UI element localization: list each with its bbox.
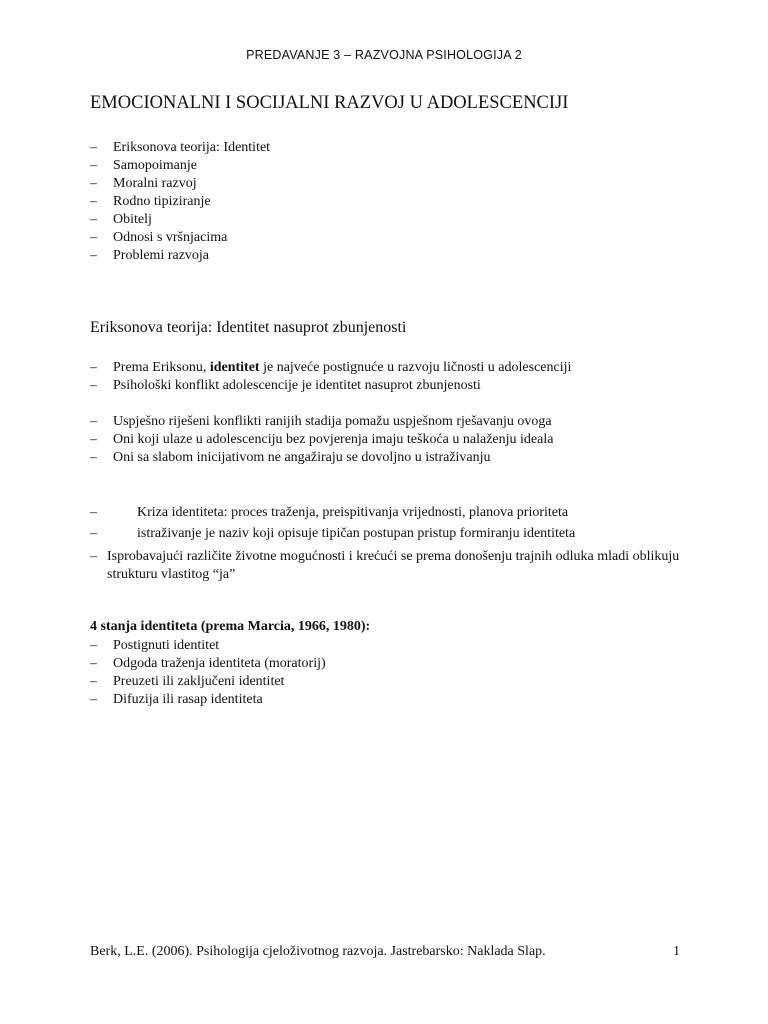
identitet-bold: identitet xyxy=(209,360,260,375)
page-number: 1 xyxy=(673,944,680,959)
list-item: – Postignuti identitet xyxy=(90,638,220,653)
list-item: – Rodno tipiziranje xyxy=(90,194,211,209)
topics-list xyxy=(90,139,270,265)
list-item: – Obitelj xyxy=(90,212,152,227)
erikson-list-1 xyxy=(90,359,571,395)
erikson-list-3 xyxy=(90,504,575,543)
list-item: – Oni koji ulaze u adolescenciju bez povjerenja imaju teškoća u nalaženju ideala xyxy=(90,432,554,447)
list-item: – Oni sa slabom inicijativom ne angažiraju se dovoljno u istraživanju xyxy=(90,450,491,465)
section-heading-erikson: Eriksonova teorija: Identitet nasuprot zbunjenosti xyxy=(90,319,407,336)
erikson-list-4 xyxy=(90,548,687,584)
list-item: – istraživanje je naziv koji opisuje tipičan postupan pristup formiranju identiteta xyxy=(90,526,576,541)
list-item: – Samopoimanje xyxy=(90,158,197,173)
erikson-list-2 xyxy=(90,413,553,467)
list-item: – Kriza identiteta: proces traženja, preispitivanja vrijednosti, planova prioriteta xyxy=(90,505,569,520)
list-item: – Odgoda traženja identiteta (moratorij) xyxy=(90,656,326,671)
list-item: – Odnosi s vršnjacima xyxy=(90,230,228,245)
document-title: EMOCIONALNI I SOCIJALNI RAZVOJ U ADOLESCENCIJI xyxy=(90,93,569,113)
list-item: – Isprobavajući različite životne mogućnosti i krećući se prema donošenju trajnih odluka mladi oblikuju strukturu vlastitog “ja” xyxy=(90,549,680,582)
footer-reference: Berk, L.E. (2006). Psihologija cjeloživotnog razvoja. Jastrebarsko: Naklada Slap. xyxy=(90,944,546,959)
marcia-list xyxy=(90,637,326,709)
list-item: – Difuzija ili rasap identiteta xyxy=(90,692,263,707)
list-item: – Problemi razvoja xyxy=(90,248,210,263)
list-item: – Psihološki konflikt adolescencije je identitet nasuprot zbunjenosti xyxy=(90,378,481,393)
list-item: – Moralni razvoj xyxy=(90,176,197,191)
list-item: – Eriksonova teorija: Identitet xyxy=(90,140,271,155)
list-item: – Preuzeti ili zaključeni identitet xyxy=(90,674,285,689)
list-item: – Uspješno riješeni konflikti ranijih stadija pomažu uspješnom rješavanju ovoga xyxy=(90,414,552,429)
section-heading-marcia: 4 stanja identiteta (prema Marcia, 1966, 1980): xyxy=(90,619,371,634)
page-header: PREDAVANJE 3 – RAZVOJNA PSIHOLOGIJA 2 xyxy=(246,48,522,62)
list-item: – Prema Eriksonu, identitet je najveće postignuće u razvoju ličnosti u adolescenciji xyxy=(90,360,572,375)
